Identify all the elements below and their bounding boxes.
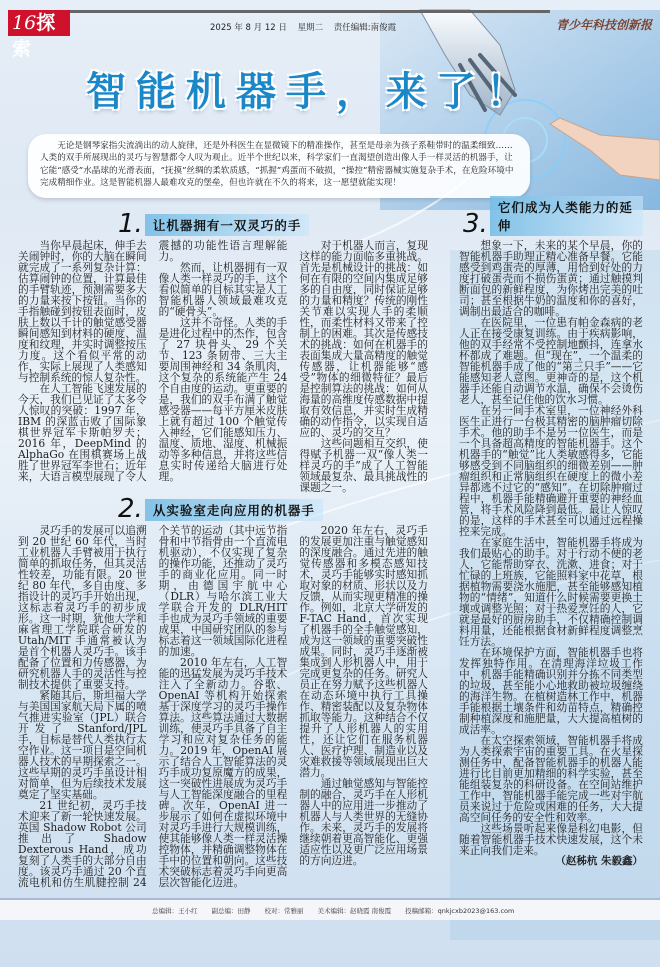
chief-editor: 总编辑：王小红: [152, 906, 198, 915]
section-title: 它们成为人类能力的延伸: [490, 196, 643, 236]
paragraph: 对于机器人而言，复现这样的能力面临多重挑战。首先是机械设计的挑战：如何在有限的空间内集成足够多的自由度，同时保证足够的力量和精度？传统的刚性关节难以实现人手的柔顺性，而柔性材料又带来了控制上的困难。其次是传感技术的挑战：如何在机器手的表面集成大量高精度的触觉传感器，让机器能够“感受”物体的细微特征？最后是控制算法的挑战：如何从海量的高维度传感数据中提取有效信息，并实时生成精确的动作指令，以实现自适应的、灵巧的交互？: [299, 239, 428, 439]
paragraph: 21 世纪初，灵巧手技术迎来了新一轮快速发展。英国 Shadow Robot 公司推出了 Shadow Dexterous Hand，成功复刻了人类手的大部分自由度。该灵巧手通过 20 个直流电机和仿生肌腱控制 24 个关节的运动（其中远节指骨和中节指骨由一个直流电机驱动），不仅实现了复杂的操作功能，还推动了灵巧手的商业化应用。同一时期，由德国宇航中心（DLR）与哈尔滨工业大学联合开发的 DLR/HIT 手也成为灵巧手领域的重要成果，中国研究团队的参与标志着这一领域国际化进程的加速。: [18, 524, 288, 889]
paragraph: 在太空探索领域，智能机器手将成为人类探索宇宙的重要工具。在火星探测任务中，配备智能机器手的机器人能进行比目前更加精细的科学实验，甚至能组装复杂的科研设备。在空间站维护工作中，智能机器手能完成一些对宇航员来说过于危险或困难的任务，大大提高空间任务的安全性和效率。: [459, 734, 643, 824]
section-1-body: [18, 240, 428, 493]
footer-credits: [0, 898, 660, 920]
paragraph: 这些场景听起来像是科幻电影，但随着智能机器手技术快速发展，这个未来正向我们走来。: [459, 822, 643, 857]
paragraph: 在医院里，一位患有帕金森病的老人正在接受康复训练。由于疾病影响，他的双手经常不受控制地颤抖，连拿水杯都成了难题。但“现在”，一个温柔的智能机器手成了他的“第三只手”——它能感知老人意图。更神奇的是，这个机器手还能自动调节水温，确保不会烫伤老人，甚至记住他的饮水习惯。: [459, 316, 643, 406]
deputy-editor: 副总编：田静: [211, 906, 251, 915]
author-byline: （赵秭杭 朱毅鑫）: [555, 855, 643, 867]
paragraph: 在另一间手术室里，一位神经外科医生正进行一台极其精密的脑肿瘤切除手术。他的助手不是另一位医生，而是一个具备超高精度的智能机器手。这个机器手的“触觉”比人类敏感得多，它能够感受到不同脑组织的细微差别——肿瘤组织和正常脑组织在硬度上的微小差异都逃不过它的“感知”。在切除肿瘤过程中，机器手能精确避开重要的神经血管，将手术风险降到最低。最让人惊叹的是，这样的手术甚至可以通过远程操控来完成。: [459, 404, 643, 538]
section-3-body: [459, 240, 643, 867]
paragraph: 通过触觉感知与智能控制的融合，灵巧手在人形机器人中的应用进一步推动了机器人与人类世界的无缝协作。未来，灵巧手的发展将继续朝着更高智能化、更强适应性以及更广泛应用场景的方向迈进。: [299, 777, 428, 867]
section-number: 3.: [463, 209, 488, 239]
section-name: 探索: [12, 12, 56, 60]
paragraph: 在家庭生活中，智能机器手将成为我们最贴心的助手。对于行动不便的老人，它能帮助穿衣、洗漱、进食；对于忙碌的上班族，它能照料家中花草，根据植物需要浇水施肥，甚至能够感知植物的“情绪”，知道什么时候需要更换土壤或调整光照；对于热爱烹饪的人，它就是最好的厨房助手，不仅精确控制调料用量，还能根据食材新鲜程度调整烹饪方法。: [459, 536, 643, 648]
paragraph: 这并不奇怪。人类的手是进化过程中的杰作，包含了 27 块骨头、29 个关节、123 条韧带、三大主要周围神经和 34 条肌肉，这个复杂的系统能产生 24 个自由度的运动。更重要的是，我们的双手布满了触觉感受器——每平方厘米皮肤上就有超过 100 个触觉传入神经，它们能感知压力、温度、质地、湿度、机械振动等多种信息，并将这些信息实时传递给大脑进行处理。: [158, 316, 288, 483]
newspaper-logo: 青少年科技创新报: [555, 18, 652, 32]
paragraph: 2020 年左右，灵巧手的发展更加注重与触觉感知的深度融合。通过先进的触觉传感器和多模态感知技术，灵巧手能够实时感知抓取对象的材质、形状以及力反馈，从而实现更精准的操作。例如，北京大学研发的 F-TAC Hand，首次实现了机器手的全手触觉感知，成为这一领域的重要突破性成果。同时，灵巧手逐渐被集成到人形机器人中，用于完成更复杂的任务。研究人员正在努力赋予这些机器人在动态环境中执行工具操作、精密装配以及复杂物体抓取等能力。这种结合不仅提升了人形机器人的实用性，还让它们在服务机器人、医疗护理、制造业以及灾难救援等领域展现出巨大潜力。: [299, 524, 428, 779]
paragraph: 紧随其后，斯坦福大学与美国国家航天局下属的喷气推进实验室（JPL）联合开发了 Stanford/JPL 手，目标是替代人类执行太空作业。这一项目是空间机器人技术的早期探索之一。这些早期的灵巧手虽设计相对简单，但为后续技术发展奠定了坚实基础。: [18, 689, 147, 801]
intro-box: 无论是钢琴家指尖流淌出的动人旋律，还是外科医生在显微镜下的精准操作，甚至是母亲为孩子系鞋带时的温柔细致……人类的双手所展现出的灵巧与智慧都令人叹为观止。近半个世纪以来，科学家们一直渴望创造出像人手一样灵活的机器手，让它能“感受”水晶球的光滑表面，“抚摸”丝绸的柔软质感，“抓握”鸡蛋而不破损，“操控”精密器械实施复杂手术，在危险环境中完成精细作业。这是智能机器人最难攻克的堡垒，但也许就在不久的将来，这一愿望就能实现！: [28, 134, 530, 198]
paragraph: 想象一下，未来的某个早晨，你的智能机器手助理正精心准备早餐。它能感受到鸡蛋壳的厚薄，用恰到好处的力度打破蛋壳而不损伤蛋黄；通过触摸判断面包的新鲜程度，为你烤出完美的吐司；甚至根据牛奶的温度和你的喜好，调制出最适合的咖啡。: [459, 239, 643, 318]
proofreader: 校对：常雅丽: [264, 906, 304, 915]
paragraph: 2010 年左右，人工智能的迅猛发展为灵巧手技术注入了全新动力。谷歌、OpenAI 等机构开始探索基于深度学习的灵巧手操作算法。这些算法通过大数据训练，使灵巧手具备了自主学习和应对复杂任务的能力。2019 年，OpenAI 展示了结合人工智能算法的灵巧手成功复原魔方的成果，这一突破性进展成为灵巧手与人工智能深度融合的里程碑。次年，OpenAI 进一步展示了如何在虚拟环境中对灵巧手进行大规模训练，使其能够像人类一样灵活操控物体，并精确调整物体在手中的位置和朝向。这些技术突破标志着灵巧手向更高层次智能化迈进。: [158, 656, 288, 889]
weekday: 星期二: [297, 23, 324, 33]
section-2-body: [18, 525, 428, 888]
section-title: 从实验室走向应用的机器手: [145, 499, 323, 521]
section-title: 让机器拥有一双灵巧的手: [145, 214, 310, 236]
section-1-heading: [118, 209, 428, 239]
section-2-heading: [118, 494, 428, 524]
left-columns: [18, 209, 428, 892]
page-title: 智能机器手，来了！: [86, 69, 536, 115]
editor: 责任编辑:南俊霞: [333, 23, 397, 33]
page-number: 16: [12, 12, 37, 34]
paragraph: 然而，让机器拥有一双像人类一样灵巧的手，这个看似简单的目标其实是人工智能机器人领域最难攻克的“硬骨头”。: [158, 261, 288, 318]
paragraph: 灵巧手的发展可以追溯到 20 世纪 60 年代，当时工业机器人手臂被用于执行简单的抓取任务，但其灵活性较差，功能有限。20 世纪 80 年代，多自由度、多指设计的灵巧手开始出现，这标志着灵巧手的初步成形。这一时期，犹他大学和麻省理工学院联合研发的 Utah/MIT 手通常被认为是首个机器人灵巧手。该手配备了位置和力传感器，为研究机器人手的灵活性与控制技术提供了重要支持。: [18, 524, 147, 691]
submission-email[interactable]: 投稿邮箱：qnkjcxb2023@163.com: [405, 906, 515, 915]
section-3-heading: [463, 200, 643, 239]
section-number: 1.: [118, 209, 143, 239]
paragraph: 在人工智能飞速发展的今天，我们已见证了太多令人惊叹的突破：1997 年，IBM 的深蓝击败了国际象棋世界冠军卡斯帕罗夫；2016 年，DeepMind 的 AlphaGo 在围棋赛场上战胜了世界冠军李世石；近年来，大语言模型展现了令人震撼的功能性语言理解能力。: [18, 239, 288, 483]
paragraph: 在环境保护方面，智能机器手也将发挥独特作用。在清理海洋垃圾工作中，机器手能精确识别并分拣不同类型的垃圾，甚至能小心地救助被垃圾缠绕的海洋生物。在植树造林工作中，机器手能根据土壤条件和幼苗特点，精确控制种植深度和施肥量，大大提高植树的成活率。: [459, 646, 643, 736]
right-column: [459, 200, 643, 892]
paragraph: 当你早晨起床，伸手去关闹钟时，你的大脑在瞬间就完成了一系列复杂计算：估算闹钟的位置，计算最佳的手臂轨迹，预测需要多大的力量来按下按钮。当你的手指触碰到按钮表面时，皮肤上数以千计的触觉感受器瞬间感知到材料的硬度、温度和纹理，并实时调整按压力度。这个看似平常的动作，实际上展现了人类感知与控制系统的惊人复杂性。: [18, 239, 147, 384]
paragraph: 这些问题相互交织，使得赋予机器一双“像人类一样灵巧的手”成了人工智能领域最复杂、最具挑战性的课题之一。: [299, 437, 428, 494]
art-editor: 美术编辑：赵晓霞 南俊霞: [317, 906, 392, 915]
section-number: 2.: [118, 494, 143, 524]
date: 2025 年 8 月 12 日: [210, 23, 287, 33]
